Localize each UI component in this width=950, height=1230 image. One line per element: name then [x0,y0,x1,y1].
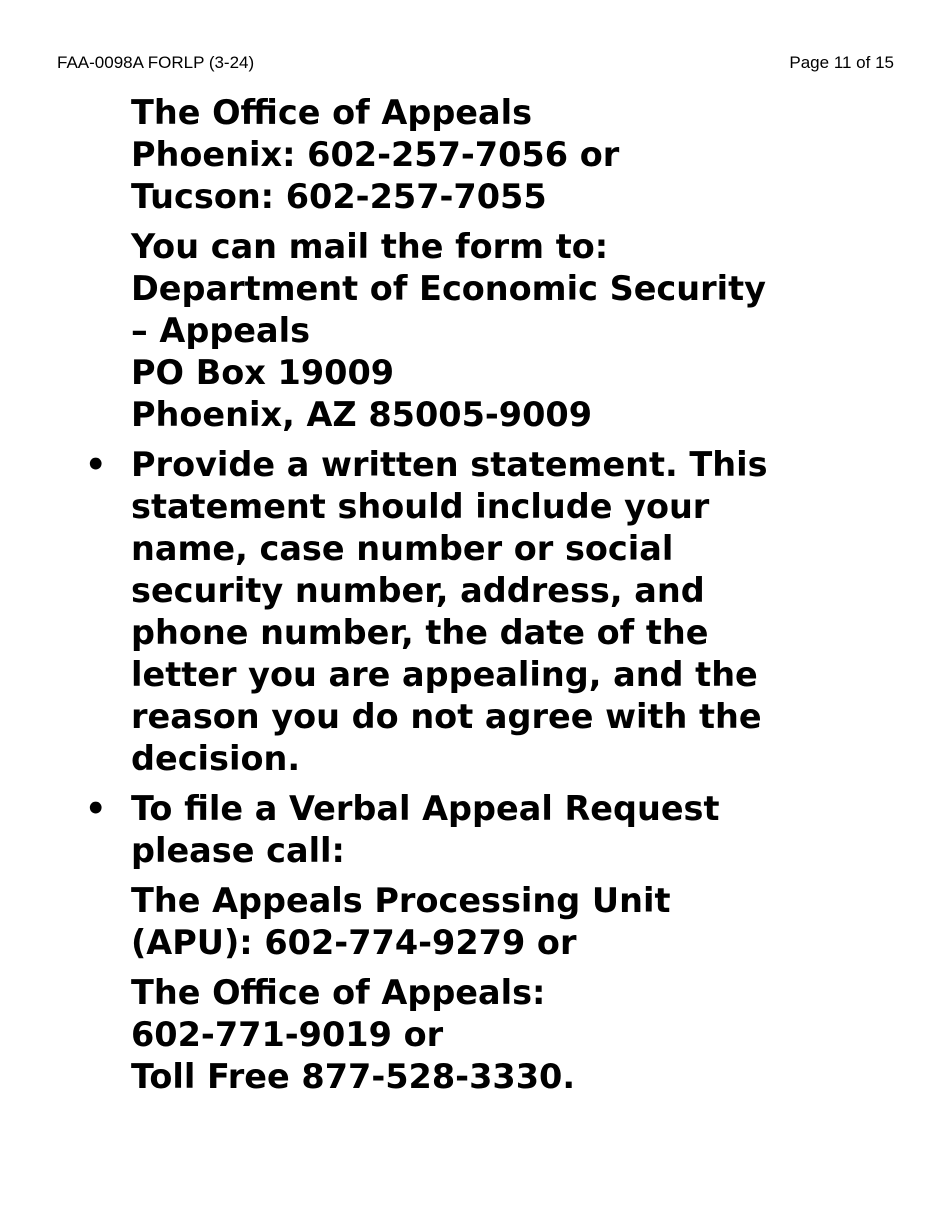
text-line: The Office of Appeals: [131,973,546,1012]
text-line: To file a Verbal Appeal Request [131,789,720,828]
bullet-item [85,788,931,872]
text-line: Department of Economic Security [131,269,766,308]
text-line: decision. [131,739,301,778]
text-line: Provide a written statement. This [131,445,768,484]
text-line: Phoenix, AZ 85005-9009 [131,395,593,434]
text-line: PO Box 19009 [131,353,395,392]
form-id: FAA-0098A FORLP (3-24) [57,53,255,72]
text-line: phone number, the date of the [131,613,709,652]
bullet-item [85,444,931,780]
text-block [131,226,931,436]
text-line: please call: [131,831,345,870]
text-line: reason you do not agree with the [131,697,762,736]
text-line: name, case number or social [131,529,674,568]
page-number: Page 11 of 15 [789,53,894,72]
text-block [131,880,931,964]
text-block [131,972,931,1098]
text-line: statement should include your [131,487,710,526]
text-block [131,92,931,218]
text-line: The Office of Appeals [131,93,533,132]
text-line: You can mail the form to: [131,227,609,266]
text-line: – Appeals [131,311,311,350]
text-line: The Appeals Processing Unit [131,881,671,920]
text-line: Phoenix: 602-257-7056 or [131,135,620,174]
text-line: Toll Free 877-528-3330. [131,1057,576,1096]
text-line: (APU): 602-774-9279 or [131,923,577,962]
text-line: Tucson: 602-257-7055 [131,177,547,216]
bullet-icon: • [85,445,107,484]
text-line: 602-771-9019 or [131,1015,444,1054]
text-line: letter you are appealing, and the [131,655,758,694]
text-line: security number, address, and [131,571,705,610]
document-body [85,92,931,1106]
bullet-icon: • [85,789,107,828]
